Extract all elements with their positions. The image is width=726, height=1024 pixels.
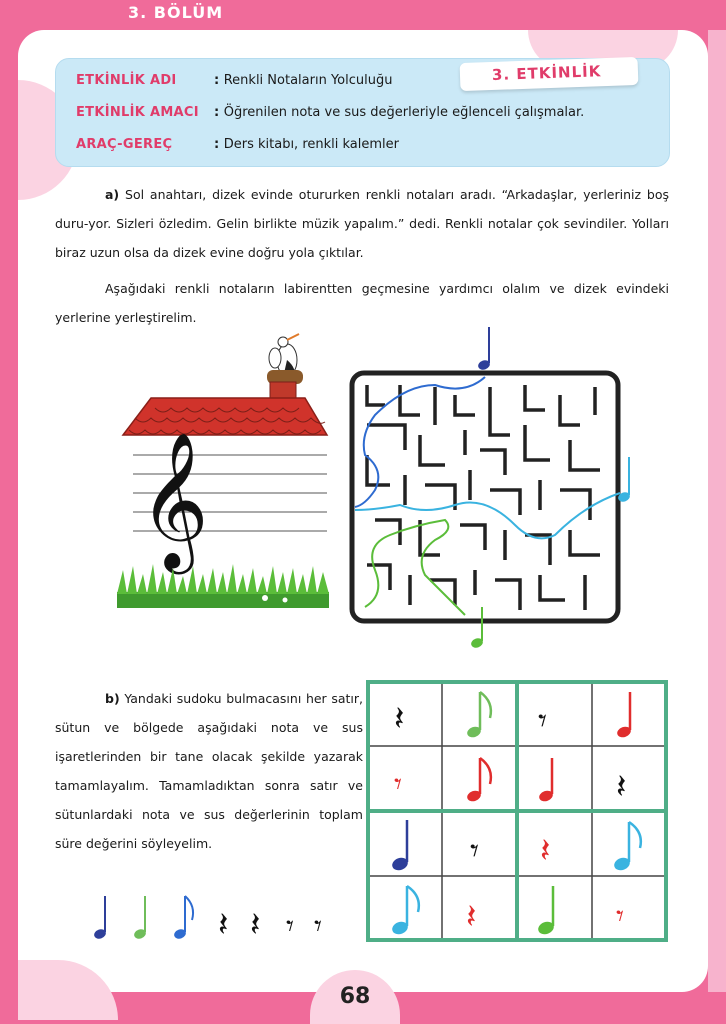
legend-eighth-rest-icon: 𝄾 xyxy=(286,909,294,944)
legend-quarter-note-icon xyxy=(133,896,147,940)
info-label: ETKİNLİK AMACI xyxy=(76,105,199,120)
info-row-purpose: ETKİNLİK AMACI : Öğrenilen nota ve sus değerleriyle eğlenceli çalışmalar. xyxy=(76,105,585,120)
part-a-text1: Sol anahtarı, dizek evinde otururken renkli notaları aradı. “Arkadaşlar, yerleriniz boş duru-yor. Sizleri özledim. Gelin birlikte müzik yapalım.” dedi. Renkli notalar çok sevindiler. Yolları biraz uzun olsa da dizek evine doğru yola çıktılar. xyxy=(55,187,669,260)
maze-note-navy-icon xyxy=(477,327,491,371)
staff-house-illustration xyxy=(115,330,335,630)
info-row-materials: ARAÇ-GEREÇ : Ders kitabı, renkli kalemler xyxy=(76,137,399,152)
sudoku-cell-quarter-rest-icon[interactable]: 𝄽 xyxy=(466,897,477,937)
part-b-paragraph xyxy=(55,684,363,858)
part-a-paragraph xyxy=(55,180,669,267)
sudoku-cell-quarter-rest-icon[interactable]: 𝄽 xyxy=(616,767,627,807)
top-bar xyxy=(0,0,726,28)
legend-quarter-rest-icon: 𝄽 xyxy=(250,905,261,944)
page-number: 68 xyxy=(339,984,371,1009)
legend-quarter-note-icon xyxy=(93,896,107,940)
part-a-instruction xyxy=(55,274,669,332)
grass xyxy=(117,564,329,608)
treble-clef-icon: 𝄞 xyxy=(139,430,209,568)
sudoku-cell-eighth-rest-icon[interactable]: 𝄾 xyxy=(470,831,480,871)
sudoku-cell-quarter-rest-icon[interactable]: 𝄽 xyxy=(540,831,551,871)
stork-icon xyxy=(267,334,303,384)
legend-eighth-note-icon xyxy=(173,896,193,940)
info-label: ETKİNLİK ADI xyxy=(76,73,177,88)
sudoku-grid xyxy=(366,680,670,944)
sudoku-cell-eighth-rest-icon[interactable]: 𝄾 xyxy=(394,767,402,802)
part-b-marker: b) xyxy=(105,691,120,706)
sudoku-cell-quarter-rest-icon[interactable]: 𝄽 xyxy=(394,699,405,739)
part-a-marker: a) xyxy=(105,187,120,202)
maze-border xyxy=(352,373,618,621)
info-value: Ders kitabı, renkli kalemler xyxy=(223,137,399,152)
legend-quarter-rest-icon: 𝄽 xyxy=(218,905,229,944)
maze xyxy=(345,325,645,655)
info-row-name: ETKİNLİK ADI : Renkli Notaların Yolculuğu xyxy=(76,73,393,88)
cloud-decoration xyxy=(18,960,118,1020)
activity-badge-label: 3. ETKİNLİK xyxy=(491,62,602,84)
info-value: Renkli Notaların Yolculuğu xyxy=(223,73,393,88)
info-value: Öğrenilen nota ve sus değerleriyle eğlenceli çalışmalar. xyxy=(223,105,585,120)
legend-eighth-rest-icon: 𝄾 xyxy=(314,909,322,944)
sudoku-cell-eighth-rest-icon[interactable]: 𝄾 xyxy=(538,701,548,741)
symbol-legend xyxy=(88,890,348,944)
part-a-text2: Aşağıdaki renkli notaların labirentten geçmesine yardımcı olalım ve dizek evindeki yerlerine yerleştirelim. xyxy=(55,281,669,325)
sudoku-cell-eighth-rest-icon[interactable]: 𝄾 xyxy=(616,899,624,934)
info-label: ARAÇ-GEREÇ xyxy=(76,137,173,152)
part-b-text: Yandaki sudoku bulmacasını her satır, sütun ve bölgede aşağıdaki nota ve sus işaretlerinden bir tane olacak şekilde yazarak tamamlayalım. Tamamladıktan sonra satır ve sütunlardaki nota ve sus değerlerinin toplam süre değerini söyleyelim. xyxy=(55,691,363,851)
section-title: 3. BÖLÜM xyxy=(128,3,224,22)
right-stripe xyxy=(708,30,726,992)
